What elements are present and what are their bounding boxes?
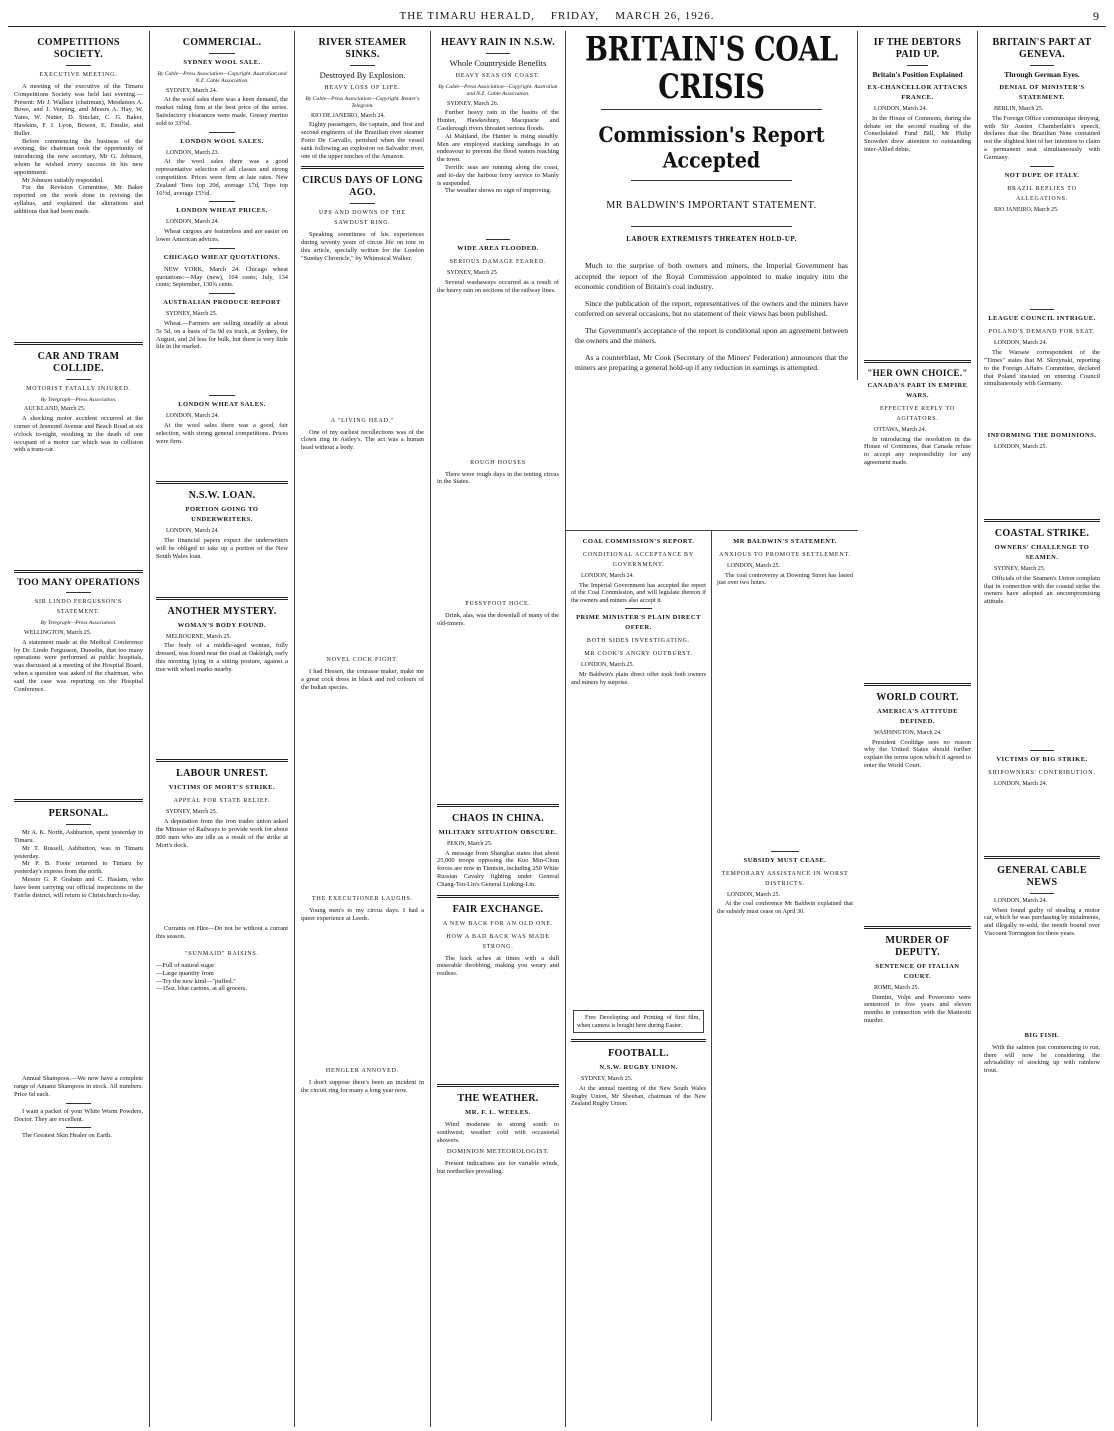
deck-poland: POLAND'S DEMAND FOR SEAT. <box>988 329 1096 336</box>
article-text: Wheat.—Farmers are selling steadily at about 5s 5d, on a basis of 5s 9d ex truck, at Sydney, for August, and 2d less for bulk, but there is very little life in the market. <box>156 319 288 351</box>
credit-line: By Cable—Press Association—Copyright. Australian and N.Z. Cable Association. <box>438 84 558 97</box>
column-spacer <box>301 452 424 652</box>
deck-sawdust-ring: UPS AND DOWNS OF THE SAWDUST RING. <box>319 210 406 227</box>
headline-world-court: WORLD COURT. <box>876 691 959 703</box>
ad-text: Annual Shampoos.—We now have a complete range of Amami Shampoos in stock. All numbers. Price 6d each. <box>14 1075 143 1099</box>
deck-explosion: Destroyed By Explosion. <box>319 70 406 80</box>
headline-general-cable-news: GENERAL CABLE NEWS <box>997 864 1087 888</box>
column-spacer <box>437 978 559 1078</box>
dateline: SYDNEY, March 25. <box>994 565 1046 572</box>
column-spacer <box>156 849 288 919</box>
dateline: ROME, March 25. <box>874 984 919 991</box>
banner-deck-2: LABOUR EXTREMISTS THREATEN HOLD-UP. <box>626 235 797 243</box>
summary-paragraph: As a counterblast, Mr Cook (Secretary of the Miners' Federation) announces that the miners are preparing a general hold-up if any reduction in earnings is attempted. <box>575 352 848 372</box>
column-spacer <box>14 454 143 564</box>
article-text: At the wool sales there was a good, fair selection, with strong general competitions. Prices were firm. <box>156 421 288 445</box>
headline-chaos-china: CHAOS IN CHINA. <box>451 812 544 824</box>
deck-league-council: LEAGUE COUNCIL INTRIGUE. <box>988 315 1096 323</box>
headline-weather: THE WEATHER. <box>457 1092 539 1104</box>
column-spacer <box>156 561 288 591</box>
column-spacer <box>984 453 1100 513</box>
headline-personal: PERSONAL. <box>48 808 109 820</box>
column-spacer <box>984 606 1100 746</box>
dateline: LONDON, March 24. <box>166 219 219 226</box>
dateline: SYDNEY, March 25. <box>166 311 218 318</box>
deck-big-fish: BIG FISH. <box>1024 1031 1060 1039</box>
deck-countryside: Whole Countryside Benefits <box>449 58 547 68</box>
column-2 <box>150 31 295 1427</box>
deck-owners-challenge: OWNERS' CHALLENGE TO SEAMEN. <box>994 543 1090 561</box>
dateline: MELBOURNE, March 25. <box>166 633 231 640</box>
deck-military-situation: MILITARY SITUATION OBSCURE. <box>438 828 558 836</box>
headline-murder-deputy: MURDER OF DEPUTY. <box>885 934 950 958</box>
deck-living-head: A "LIVING HEAD." <box>330 417 395 424</box>
article-text: Drink, alas, was the downfall of many of the old-timers. <box>437 612 559 627</box>
dateline: OTTAWA, March 24. <box>874 426 927 433</box>
deck-shipowners: SHIPOWNERS' CONTRIBUTION. <box>988 769 1096 776</box>
article-text: At the wool sales there was a keen demand, the market ruling firm at the best price of the series. Satisfactory clearances were made. Greasy merino sold to 33½d. <box>156 96 288 127</box>
deck-rough-houses: ROUGH HOUSES <box>470 459 526 466</box>
article-text: Mr Baldwin's plain direct offer took both owners and miners by surprise. <box>571 670 706 686</box>
article-text: Before commencing the business of the evening, the chairman took the opportunity of introducing the new secretary, Mr G. Johnson, whom he wished every success in his new appointment. <box>14 137 143 176</box>
article-text: Mr P. B. Foote returned to Timaru by yesterday's express from the north. <box>14 860 143 876</box>
deck-cock-fight: NOVEL COCK FIGHT. <box>326 656 399 663</box>
article-text: At the coal conference Mr Baldwin explained that the subsidy must cease on April 30. <box>717 900 853 915</box>
deck-wide-area: WIDE AREA FLOODED. <box>457 245 539 253</box>
ad-text: Currants on Hire—Do not be without a currant this season. <box>156 925 288 941</box>
article-text: Mr A. K. North, Ashburton, spent yesterday in Timaru. <box>14 829 143 845</box>
dateline: LONDON, March 24. <box>166 413 219 420</box>
article-text: I don't suppose there's been an incident in the circuit ring for many a long year now. <box>301 1078 424 1094</box>
dateline: LONDON, March 23. <box>166 149 219 156</box>
headline-football: FOOTBALL. <box>608 1048 669 1060</box>
article-text: Present indications are for variable winds, but northerlies prevailing. <box>437 1160 559 1176</box>
column-spacer <box>301 263 424 413</box>
deck-prime-minister: PRIME MINISTER'S PLAIN DIRECT OFFER. <box>576 614 701 632</box>
deck-americas-attitude: AMERICA'S ATTITUDE DEFINED. <box>877 707 958 725</box>
headline-coastal-strike: COASTAL STRIKE. <box>994 527 1090 539</box>
deck-meteorologist: DOMINION METEOROLOGIST. <box>446 1148 550 1156</box>
article-text: Further heavy rain in the basins of the Hunter, Hawkesbury, Macquarie and Castlereagh rivers threaten serious floods. <box>437 109 559 132</box>
article-text: The Foreign Office communique denying, with Sir Austen Chamberlain's speech, declares that the Brazilian Note contained not the slightest hint of her intention to claim a permanent seat simultaneously with Germany. <box>984 114 1100 161</box>
deck-executioner: THE EXECUTIONER LAUGHS. <box>312 896 413 903</box>
masthead-day: FRIDAY, <box>550 10 600 22</box>
column-spacer <box>301 691 424 891</box>
banner-deck: MR BALDWIN'S IMPORTANT STATEMENT. <box>606 200 817 211</box>
article-text: Messrs G. P. Graham and C. Haslam, who have been carrying out official inspections in the Fairlie district, will return to Christchurch to-day. <box>14 876 143 899</box>
column-spacer <box>156 445 288 475</box>
credit-line: By Telegraph—Press Association. <box>40 620 117 627</box>
column-spacer <box>571 686 706 1006</box>
column-3 <box>295 31 431 1427</box>
article-text: The weather shows no sign of improving. <box>445 187 552 195</box>
deck-hengler: HENGLER ANNOYED. <box>325 1067 400 1074</box>
summary-paragraph: Much to the surprise of both owners and miners, the Imperial Government has accepted the report of the Royal Commission appointed to make inquiry into the economic condition of Britain's coal industry. <box>575 261 848 291</box>
deck-sydney-wool: SYDNEY WOOL SALE. <box>183 59 261 66</box>
column-spacer <box>437 295 559 455</box>
article-text: Several washaways occurred as a result of the heavy rain on sections of the railway lines. <box>437 278 559 294</box>
column-6 <box>978 31 1106 1427</box>
headline-competitions: COMPETITIONS SOCIETY. <box>37 37 120 60</box>
ad-text: Free Developing and Printing of first film, when camera is bought here during Easter. <box>577 1014 700 1029</box>
article-text: Officials of the Seamen's Union complain that in connection with the coastal strike the owners have adopted an uncompromising attitude. <box>984 574 1100 606</box>
deck-london-wheat-sales: LONDON WHEAT SALES. <box>178 401 266 409</box>
advertisement <box>573 1010 704 1033</box>
deck-ex-chancellor: EX-CHANCELLOR ATTACKS FRANCE. <box>867 84 968 101</box>
deck-coal-commission: COAL COMMISSION'S REPORT. <box>582 538 695 545</box>
deck-italian-court: SENTENCE OF ITALIAN COURT. <box>875 962 960 980</box>
column-spacer <box>437 486 559 596</box>
deck-weeles: MR. F. L. WEELES. <box>465 1108 531 1116</box>
deck-chicago-wheat: CHICAGO WHEAT QUOTATIONS. <box>163 253 281 261</box>
article-text: At the wool sales there was a good representative selection of all classes and strong competition. Prices were firm at late rates. New Zealand Tons top 20d, average 17d, Tops top 16½d, average 15½d. <box>156 158 288 197</box>
article-text: Mr T. Russell, Ashburton, was in Timaru yesterday. <box>14 844 143 860</box>
ad-item: —Large quantity from <box>156 969 214 977</box>
dateline: BERLIN, March 25. <box>994 106 1044 112</box>
dateline: LONDON, March 25. <box>727 563 780 569</box>
headline-britains-part: BRITAIN'S PART AT GENEVA. <box>992 37 1092 60</box>
article-text: A message from Shanghai states that about 25,000 troops opposing the Kuo Min-Chun forces are now in Tientsin, including 250 White Russian Cavalry fighting under General Chang-Tsu-Lin's General Linking-Lin. <box>437 849 559 888</box>
headline-her-own-choice: "HER OWN CHOICE." <box>867 367 968 378</box>
headline-car-tram: CAR AND TRAM COLLIDE. <box>37 350 120 374</box>
column-spacer <box>14 899 143 1069</box>
dateline: LONDON, March 24. <box>994 780 1047 787</box>
column-5 <box>858 31 978 1427</box>
article-text: At Maitland, the Hunter is rising steadily. Men are employed stacking sandbags in an endeavour to prevent the flood waters reaching the town. <box>437 132 559 164</box>
deck-underwriters: PORTION GOING TO UNDERWRITERS. <box>185 506 259 524</box>
dateline: LONDON, March 24. <box>166 528 219 535</box>
credit-line: By Cable—Press Association—Copyright. Reuter's Telegram. <box>305 96 420 109</box>
deck-heavy-seas: HEAVY SEAS ON COAST. <box>455 73 541 79</box>
summary-paragraph: Since the publication of the report, representatives of the owners and the miners have conferred on several occasions, but no statement of their views has been published. <box>575 298 848 318</box>
article-text: The financial papers expect the underwriters will be obliged to take up a portion of the New South Wales loan. <box>156 537 288 560</box>
dateline: PEKIN, March 25. <box>447 840 493 847</box>
article-text: Dumini, Volpi and Poveromo were sentenced to five years and eleven months in connection with the Matteotti murder. <box>864 993 971 1024</box>
deck-pussyfoot: PUSSYFOOT HOCE. <box>465 601 531 608</box>
article-text: A shocking motor accident occurred at the corner of Jesmond Avenue and Beach Road at six o'clock to-night, resulting in the death of one occupant of a motor car which was in collision with a tram-car. <box>14 415 143 454</box>
column-spacer <box>437 628 559 798</box>
deck-promote-settlement: ANXIOUS TO PROMOTE SETTLEMENT. <box>719 552 851 558</box>
advertisement <box>14 1075 143 1140</box>
dateline: SYDNEY, March 25. <box>166 809 218 816</box>
article-text: At the annual meeting of the New South Wales Rugby Union, Mr Sheehan, chairman of the New Zealand Rugby Union. <box>571 1084 706 1108</box>
article-text: A statement made at the Medical Conference by Dr. Lindo Fergusson, Dunedin, that too many operations were performed at public hospitals, was discussed at a meeting of the Hospital Board, when a question was asked of the chairman, who said the case was reporting on the Hospital Conference. <box>14 638 143 693</box>
deck-both-sides: BOTH SIDES INVESTIGATING. <box>586 638 691 645</box>
headline-fair-exchange: FAIR EXCHANGE. <box>452 903 544 915</box>
deck-motorist-injured: MOTORIST FATALLY INJURED. <box>26 385 131 392</box>
dateline: LONDON, March 25. <box>581 662 634 669</box>
dateline: SYDNEY, March 26. <box>447 100 499 107</box>
deck-conditional-acceptance: CONDITIONAL ACCEPTANCE BY GOVERNMENT. <box>583 552 694 568</box>
deck-fergusson: SIR LINDO FERGUSSON'S STATEMENT. <box>34 599 123 616</box>
article-text: In the House of Commons, during the debate on the second reading of the Consolidated Fund Bill, Mr Philip Snowden drew attention to outstanding inter-Allied debts. <box>864 114 971 153</box>
deck-baldwin-statement: MR BALDWIN'S STATEMENT. <box>733 538 837 545</box>
headline-labour-unrest: LABOUR UNREST. <box>176 768 268 780</box>
masthead-title: THE TIMARU HERALD, <box>399 10 535 22</box>
article-text: The Warsaw correspondent of the "Times" states that M. Skrzynski, reporting to the Foreign Affairs Committee, declared that Poland insisted on entering Council simultaneously with Germany. <box>984 349 1100 388</box>
deck-morts-strike: VICTIMS OF MORT'S STRIKE. <box>168 784 276 792</box>
headline-too-many-operations: TOO MANY OPERATIONS <box>17 578 140 589</box>
column-1 <box>8 31 150 1427</box>
credit-line: By Cable—Press Association—Copyright. Australian and N.Z. Cable Association. <box>157 71 287 84</box>
deck-womans-body: WOMAN'S BODY FOUND. <box>177 621 267 629</box>
article-text: For the Revision Committee, Mr Baker reported on the work done in revising the syllabus, and explained the alterations and additions that had been made. <box>14 184 143 215</box>
article-text: One of my earliest recollections was of the clown ring in Astley's. The act was a human head without a body. <box>301 428 424 452</box>
deck-executive-meeting: EXECUTIVE MEETING. <box>39 72 118 78</box>
column-spacer <box>301 923 424 1063</box>
article-text: There were rough days in the tenting circus in the States. <box>437 470 559 486</box>
credit-line: By Telegraph—Press Association. <box>40 396 117 403</box>
dateline: SYDNEY, March 25. <box>581 1076 633 1083</box>
banner-summary <box>575 261 848 374</box>
column-spacer <box>864 154 971 354</box>
article-text: When found guilty of stealing a motor car, which he was purchasing by instalments, and illegally re-sold, the teenth bound over Viscount Torrington for three years. <box>984 906 1100 937</box>
subcolumn-2 <box>712 531 858 1421</box>
column-spacer <box>864 467 971 677</box>
column-spacer <box>156 673 288 753</box>
deck-state-relief: APPEAL FOR STATE RELIEF. <box>173 798 271 805</box>
headline-heavy-rain: HEAVY RAIN IN N.S.W. <box>441 37 555 48</box>
deck-cook-outburst: MR COOK'S ANGRY OUTBURST. <box>584 651 693 658</box>
deck-new-back: A NEW BACK FOR AN OLD ONE. <box>442 920 554 927</box>
deck-not-dupe: NOT DUPE OF ITALY. <box>1004 171 1080 179</box>
dateline: LONDON, March 24. <box>994 340 1047 347</box>
deck-britains-position: Britain's Position Explained <box>872 70 963 79</box>
deck-nsw-rugby: N.S.W. RUGBY UNION. <box>599 1064 678 1072</box>
dateline: RIO JANEIRO, March 25. <box>994 206 1059 213</box>
deck-informing-dominions: INFORMING THE DOMINIONS. <box>987 432 1097 440</box>
masthead <box>8 6 1106 27</box>
deck-heavy-loss: HEAVY LOSS OF LIFE. <box>324 85 401 91</box>
article-text: Eighty passengers, the captain, and first and second engineers of the Brazilian river steamer Porto De Carvallo, perished when the vessel sank following an explosion on Salvador river, one of the upper tenches of the Amazon. <box>301 121 424 160</box>
column-spacer <box>984 388 1100 428</box>
headline-circus-days: CIRCUS DAYS OF LONG AGO. <box>302 175 423 199</box>
deck-brazil-replies: BRAZIL REPLIES TO ALLEGATIONS. <box>1007 185 1077 202</box>
article-text: Mr Johnson suitably responded. <box>22 176 104 184</box>
deck-bad-back: HOW A BAD BACK WAS MADE STRONG. <box>446 933 550 950</box>
article-text: A meeting of the executive of the Timaru Competitions Society was held last evening.—Present: Mr J. Wallace (chairman), Mesdames A. Bowe, and J. Venning, and Messrs A. Hay, W. Yates, W. Nutter, D. Sinclair, C. G. Baker, Hawkins, F. I. Lyon, Bowen, E. Emslie, and Buller. <box>14 83 143 137</box>
dateline: LONDON, March 25. <box>994 444 1047 451</box>
headline-debtors: IF THE DEBTORS PAID UP. <box>873 37 962 60</box>
headline-another-mystery: ANOTHER MYSTERY. <box>167 605 277 617</box>
dateline: SYDNEY, March 25. <box>447 270 499 277</box>
column-spacer <box>984 938 1100 1028</box>
deck-temporary-assistance: TEMPORARY ASSISTANCE IN WORST DISTRICTS. <box>721 870 849 887</box>
masthead-date: MARCH 26, 1926. <box>615 10 715 22</box>
coal-crisis-banner <box>566 31 858 380</box>
deck-london-wool: LONDON WOOL SALES. <box>180 137 264 145</box>
page-number: 9 <box>1093 9 1100 23</box>
column-spacer <box>14 216 143 336</box>
ad-item: —Full of natural sugar <box>156 962 215 970</box>
column-spacer <box>14 693 143 793</box>
ad-title: "SUNMAID" RAISINS. <box>185 951 259 958</box>
dateline: LONDON, March 25. <box>727 891 780 898</box>
article-text: The Imperial Government has accepted the report of the Coal Commission, and will legislate thereon if the owners and miners also accept it. <box>571 581 706 604</box>
columns <box>8 27 1106 1427</box>
column-spacer <box>984 215 1100 305</box>
deck-australian-produce: AUSTRALIAN PRODUCE REPORT <box>163 299 281 307</box>
column-spacer <box>156 351 288 391</box>
article-text: NEW YORK, March 24. Chicago wheat quotations:—May (new), 164 cents; July, 134 cents; September, 130¾ cents. <box>156 265 288 289</box>
dateline: LONDON, March 24. <box>994 897 1047 904</box>
dateline: AUCKLAND, March 25. <box>24 406 86 413</box>
advertisement-raisins <box>156 925 288 993</box>
column-4 <box>431 31 566 1427</box>
headline-river-steamer: RIVER STEAMER SINKS. <box>318 37 407 60</box>
dateline: LONDON, March 24. <box>581 573 634 579</box>
article-text: In introducing the resolution in the House of Commons, that Canada refuse to accept any responsibility for any agreement made. <box>864 435 971 466</box>
article-text: The back aches at times with a dull miserable throbbing, making you weary and restless. <box>437 954 559 978</box>
dateline: LONDON, March 24. <box>874 106 927 112</box>
banner-subtitle: Commission's Report Accepted <box>598 122 825 174</box>
column-spacer <box>864 770 971 920</box>
article-text: The coal controversy at Downing Street has lasted just over two hours. <box>717 571 853 587</box>
subcolumn-1 <box>566 531 712 1421</box>
deck-subsidy-cease: SUBSIDY MUST CEASE. <box>743 856 827 864</box>
deck-victims-strike: VICTIMS OF BIG STRIKE. <box>996 755 1088 763</box>
ad-item: —Try the new kind—"puffed." <box>156 977 236 985</box>
column-spacer <box>717 587 853 847</box>
deck-denial: DENIAL OF MINISTER'S STATEMENT. <box>999 84 1085 101</box>
column-spacer <box>984 790 1100 850</box>
article-text: The body of a middle-aged woman, fully dressed, was found near the road at Oakleigh, early this morning lying in a sitting posture, against a tree with wheel marks nearby. <box>156 642 288 673</box>
dateline: WASHINGTON, March 24. <box>874 729 942 736</box>
article-text: With the salmon just commencing to run, there will now be considering the advisability of stocking up with rainbow trout. <box>984 1043 1100 1075</box>
summary-paragraph: The Government's acceptance of the report is conditional upon an agreement between the owners and the miners. <box>575 325 848 345</box>
article-text: Wheat cargoes are featureless and are easier on lower American advices. <box>156 228 288 243</box>
dateline: RIO DE JANEIRO, March 24. <box>311 112 385 119</box>
article-text: A deputation from the iron trades union asked the Minister of Railways to provide work for about 800 men who are idle as a result of the strike at Mort's dock. <box>156 818 288 849</box>
headline-nsw-loan: N.S.W. LOAN. <box>188 490 256 502</box>
headline-commercial: COMMERCIAL. <box>182 37 262 48</box>
deck-agitators: EFFECTIVE REPLY TO AGITATORS. <box>879 405 956 422</box>
column-spacer <box>437 195 559 235</box>
article-text: Wind moderate to strong south to southwest; weather cold with occasional showers. <box>437 1120 559 1144</box>
ad-text: The Greatest Skin Healer on Earth. <box>22 1132 112 1140</box>
coal-subcolumns <box>566 530 858 1421</box>
article-text: Young men's to my circus days. I had a queer experience at Leeds. <box>301 907 424 923</box>
ad-text: I want a packet of your White Worm Powders, Doctor. They are excellent. <box>14 1107 143 1123</box>
dateline: WELLINGTON, March 25. <box>24 629 92 636</box>
article-text: I had Hessen, the courasse maker, make me a great cock dress in black and red colours of the Indian species. <box>301 667 424 691</box>
article-text: President Coolidge sees no reason why the United States should further explain the terms upon which it agreed to enter the World Court. <box>864 738 971 769</box>
article-text: Speaking sometimes of his experiences during seventy years of circus life on tour in this article, specially written for the London "Sunday Chronicle," by Whimsical Walker. <box>301 231 424 262</box>
deck-canada: CANADA'S PART IN EMPIRE WARS. <box>867 381 968 399</box>
deck-german-eyes: Through German Eyes. <box>1004 70 1080 79</box>
deck-serious-damage: SERIOUS DAMAGE FEARED. <box>449 259 547 266</box>
article-text: Terrific seas are running along the coast, and to-day the harbour ferry service to Manly is suspended. <box>437 163 559 187</box>
banner-title: BRITAIN'S COAL CRISIS <box>585 30 838 107</box>
deck-london-wheat: LONDON WHEAT PRICES. <box>176 207 268 215</box>
ad-item: —15oz. blue cartons, at all grocers. <box>156 985 247 993</box>
dateline: SYDNEY, March 24. <box>166 87 218 94</box>
